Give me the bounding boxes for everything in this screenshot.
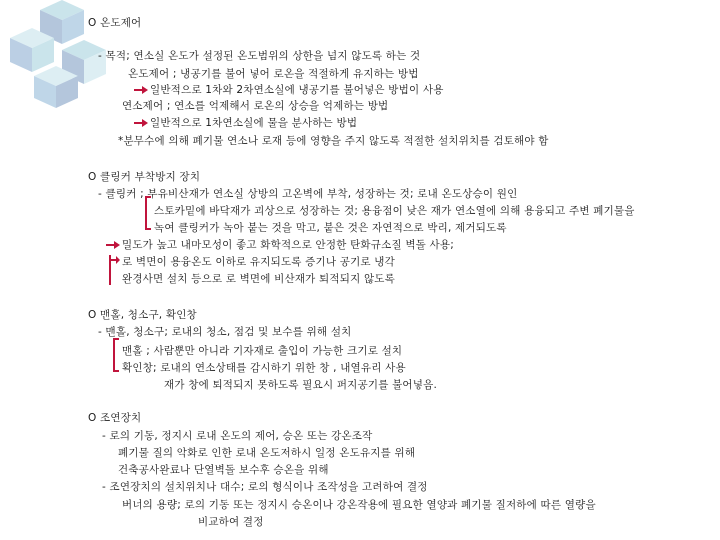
section-title-clinker-prevention: O 클링커 부착방지 장치	[88, 171, 201, 183]
section-line: 밀도가 높고 내마모성이 좋고 화학적으로 안정한 탄화규소질 벽돌 사용;	[122, 239, 454, 251]
section-line: - 조연장치의 설치위치나 대수; 로의 형식이나 조작성을 고려하여 결정	[102, 481, 428, 493]
arrow-right-icon	[106, 240, 120, 250]
section-line: 맨홀 ; 사람뿐만 아니라 기자재로 출입이 가능한 크기로 설치	[122, 345, 403, 357]
section-line: 연소제어 ; 연소를 억제해서 로온의 상승을 억제하는 방법	[122, 100, 389, 112]
section-line: 폐기물 질의 악화로 인한 로내 온도저하시 일정 온도유지를 위해	[118, 447, 416, 459]
section-line: 일반적으로 1차연소실에 물을 분사하는 방법	[150, 117, 358, 129]
section-title-auxiliary-burner: O 조연장치	[88, 412, 142, 424]
section-line: 로 벽면이 용융온도 이하로 유지되도록 증기나 공기로 냉각	[122, 256, 395, 268]
section-line: 버너의 용량; 로의 기동 또는 정지시 승온이나 강온작용에 필요한 열양과 폐기물 질저하에 따른 열량을	[122, 499, 596, 511]
section-line: 스토카밑에 바닥재가 괴상으로 성장하는 것; 용융점이 낮은 재가 연소열에 의해 용융되고 주변 폐기물을	[154, 205, 635, 217]
section-line: 비교하여 결정	[198, 516, 264, 528]
section-note: *분무수에 의해 폐기물 연소나 로재 등에 영향을 주지 않도록 적절한 설치위치를 검토해야 함	[118, 135, 549, 147]
arrow-right-icon	[134, 118, 148, 128]
section-line: - 로의 기동, 정지시 로내 온도의 제어, 승온 또는 강온조작	[102, 430, 373, 442]
section-title-temperature-control: O 온도제어	[88, 17, 142, 29]
section-line: - 클링커 ; 부유비산재가 연소실 상방의 고온벽에 부착, 성장하는 것; 로내 온도상승이 원인	[98, 188, 518, 200]
section-line: 확인창; 로내의 연소상태를 감시하기 위한 창 , 내열유리 사용	[122, 362, 406, 374]
arrow-right-icon	[134, 85, 148, 95]
section-line: 녹여 클링커가 녹아 붙는 것을 막고, 붙은 것은 자연적으로 박리, 제거되도록	[154, 222, 507, 234]
section-line: 온도제어 ; 냉공기를 불어 넣어 로온을 적절하게 유지하는 방법	[128, 68, 419, 80]
section-line: - 맨홀, 청소구; 로내의 청소, 점검 및 보수를 위해 설치	[98, 326, 352, 338]
section-line: - 목적; 연소실 온도가 설정된 온도범위의 상한을 넘지 않도록 하는 것	[98, 50, 421, 62]
bracket-icon	[110, 338, 120, 372]
section-title-manhole: O 맨홀, 청소구, 확인창	[88, 309, 197, 321]
bracket-icon	[142, 196, 152, 230]
bracket-arrow-icon	[106, 254, 120, 286]
section-line: 재가 창에 퇴적되지 못하도록 필요시 퍼지공기를 불어넣음.	[164, 379, 437, 391]
section-line: 건축공사완료나 단열벽돌 보수후 승온을 위해	[118, 464, 329, 476]
section-line: 완경사면 설치 등으로 로 벽면에 비산재가 퇴적되지 않도록	[122, 273, 395, 285]
section-line: 일반적으로 1차와 2차연소실에 냉공기를 불어넣은 방법이 사용	[150, 84, 444, 96]
